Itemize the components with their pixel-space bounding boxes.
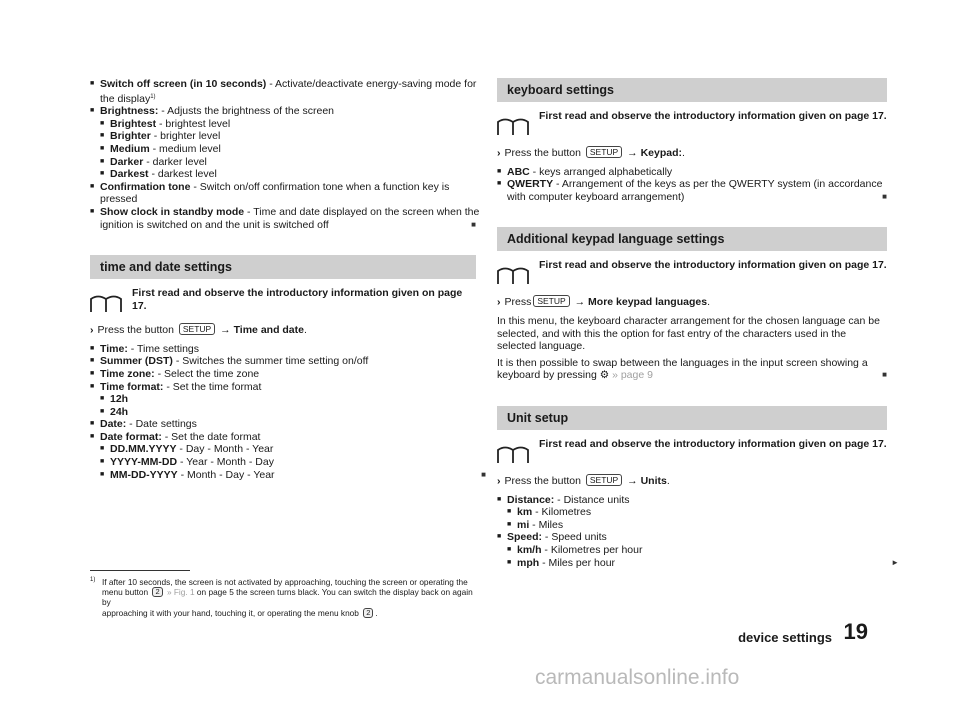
section-title-time-date: time and date settings	[90, 255, 476, 279]
list-item: ■ 24h	[100, 406, 476, 419]
section-title-unit-setup: Unit setup	[497, 406, 887, 430]
list-item: ■ ABC - keys arranged alphabetically	[497, 166, 887, 179]
book-icon	[90, 293, 122, 313]
notice: First read and observe the introductory information given on page 17.	[90, 287, 476, 317]
footnote-marker: 1)	[90, 577, 96, 583]
section-end-marker: ■	[481, 469, 486, 479]
list-item: ■ Time zone: - Select the time zone	[90, 368, 476, 381]
page-number: 19	[843, 619, 868, 644]
paragraph: In this menu, the keyboard character arrangement for the chosen language can be selected, and with this the option for fast entry of the characters used in the selected language.	[497, 314, 880, 353]
section-title-additional-keypad: Additional keypad language settings	[497, 227, 887, 251]
menu-button-key: 2	[152, 587, 162, 597]
instruction-step: › Press the button SETUP → Time and date.	[90, 324, 307, 337]
section-end-marker: ■	[882, 191, 887, 201]
setup-key: SETUP	[586, 474, 622, 486]
setup-key: SETUP	[586, 146, 622, 158]
list-item: ■ Switch off screen (in 10 seconds) - Activate/deactivate energy-saving mode for	[90, 78, 476, 91]
list-item: ■ Date format: - Set the date format	[90, 431, 476, 444]
book-icon	[497, 265, 529, 285]
section-title-keyboard: keyboard settings	[497, 78, 887, 102]
list-item: ■ Brightest - brightest level	[100, 118, 476, 131]
list-item: ■ Summer (DST) - Switches the summer time setting on/off	[90, 355, 476, 368]
list-item: ■ Time format: - Set the time format	[90, 381, 476, 394]
keyboard-switch-icon: ⚙	[599, 369, 610, 382]
list-item: ■ Show clock in standby mode - Time and date displayed on the screen when the	[90, 206, 476, 219]
footnote-rule	[90, 570, 190, 571]
list-item: ■ Darker - darker level	[100, 156, 476, 169]
notice: First read and observe the introductory information given on page 17.	[497, 110, 887, 140]
list-item: ■ mph - Miles per hour ►	[507, 557, 887, 570]
watermark: carmanualsonline.info	[535, 666, 740, 689]
list-item: ■ Brightness: - Adjusts the brightness of the screen	[90, 105, 476, 118]
notice: First read and observe the introductory information given on page 17.	[497, 438, 887, 468]
list-item: ■ Speed: - Speed units	[497, 531, 887, 544]
footnote-ref[interactable]: 1)	[150, 93, 156, 100]
list-item: ■ Brighter - brighter level	[100, 130, 476, 143]
section-end-marker: ■	[882, 370, 887, 380]
instruction-step: › Press the button SETUP → Units.	[497, 474, 670, 487]
book-icon	[497, 116, 529, 136]
list-item: ■ mi - Miles	[507, 519, 887, 532]
book-icon	[497, 444, 529, 464]
list-item: ■ YYYY-MM-DD - Year - Month - Day	[100, 456, 476, 469]
chapter-label: device settings	[738, 630, 832, 645]
list-item: ■ Medium - medium level	[100, 143, 476, 156]
notice: First read and observe the introductory information given on page 17.	[497, 259, 887, 289]
list-item: ■ Darkest - darkest level	[100, 168, 476, 181]
list-item: ■ km - Kilometres	[507, 506, 887, 519]
brightness-levels	[90, 118, 476, 181]
figure-link[interactable]: » Fig. 1	[166, 587, 195, 598]
right-column: keyboard settings First read and observe the introductory information given on page 17. › Press the button SETUP → Keypad:. ■ ABC - keys arranged alphabetically ■ QWERTY - Arrangement of the keys as per the QWERTY system (in accordance with computer keyboard arrangement) ■ Additional keypad language settings First read and observe the introductory information given on page 17. › Press SETUP → More keypad languages. In this menu, the keyboard character arrangement for the chosen language can be selected, and with this the option for fast entry of the characters used in the selected language. It is then possible to swap between the languages in the input screen showing a keyboard by pressing ⚙ » page 9 ■ Unit setup First read and observe the introductory information given on page 17. › Press the button SETUP → Units. ■ Distance: - Distance units ■ km - Kilometres ■ mi - Miles ■ Speed: - Speed units ■ km/h - Kilometres per hour ■ mph - Miles per hour ►	[497, 78, 887, 569]
list-item: ■ QWERTY - Arrangement of the keys as per the QWERTY system (in accordance	[497, 178, 887, 191]
list-item: ■ Time: - Time settings	[90, 343, 476, 356]
instruction-step: › Press SETUP → More keypad languages.	[497, 296, 710, 309]
menu-knob-key: 2	[363, 608, 373, 618]
list-item: ■ DD.MM.YYYY - Day - Month - Year	[100, 443, 476, 456]
list-item: ■ 12h	[100, 393, 476, 406]
instruction-step: › Press the button SETUP → Keypad:.	[497, 147, 685, 159]
paragraph: It is then possible to swap between the languages in the input screen showing a keyboard by pressing ⚙ » page 9 ■	[497, 356, 887, 382]
continue-marker: ►	[891, 557, 899, 567]
footnote: 1) If after 10 seconds, the screen is not activated by approaching, touching the screen or operating the menu button 2 » Fig. 1 on page 5 the screen turns black. You can switch the display back on again by approaching it with your hand, touching it, or operating the menu knob 2 .	[90, 577, 473, 618]
page-link[interactable]: » page 9	[612, 369, 653, 382]
setup-key: SETUP	[179, 323, 215, 335]
list-item: ■ MM-DD-YYYY - Month - Day - Year ■	[100, 469, 476, 482]
list-item: ■ km/h - Kilometres per hour	[507, 544, 887, 557]
list-item: ■ Distance: - Distance units	[497, 494, 887, 507]
list-item: ■ Confirmation tone - Switch on/off confirmation tone when a function key is	[90, 181, 476, 194]
left-column: ■ Switch off screen (in 10 seconds) - Activate/deactivate energy-saving mode for the display$^{1)}$ ■ Brightness: - Adjusts the brightness of the screen ■ Brightest - brightest level ■ Brighter - brighter level ■ Medium - medium level ■ Darker - darker level ■ Darkest - darkest level ■ Confirmation tone - Switch on/off confirmation tone when a function key is pressed ■ Show clock in standby mode - Time and date displayed on the screen when the ignition is switched on and the unit is switched off ■ time and date settings First read and observe the introductory information given on page 17. › Press the button SETUP → Time and date. ■ Time: - Time settings ■ Summer (DST) - Switches the summer time setting on/off ■ Time zone: - Select the time zone ■ Time format: - Set the time format ■ 12h ■ 24h ■ Date: - Date settings ■ Date format: - Set the date format ■ DD.MM.YYYY - Day - Month - Year ■ YYYY-MM-DD - Year - Month - Day ■ MM-DD-YYYY - Month - Day - Year ■	[90, 78, 476, 481]
section-end-marker: ■	[471, 219, 476, 229]
setup-key: SETUP	[533, 295, 569, 307]
list-item: ■ Date: - Date settings	[90, 418, 476, 431]
